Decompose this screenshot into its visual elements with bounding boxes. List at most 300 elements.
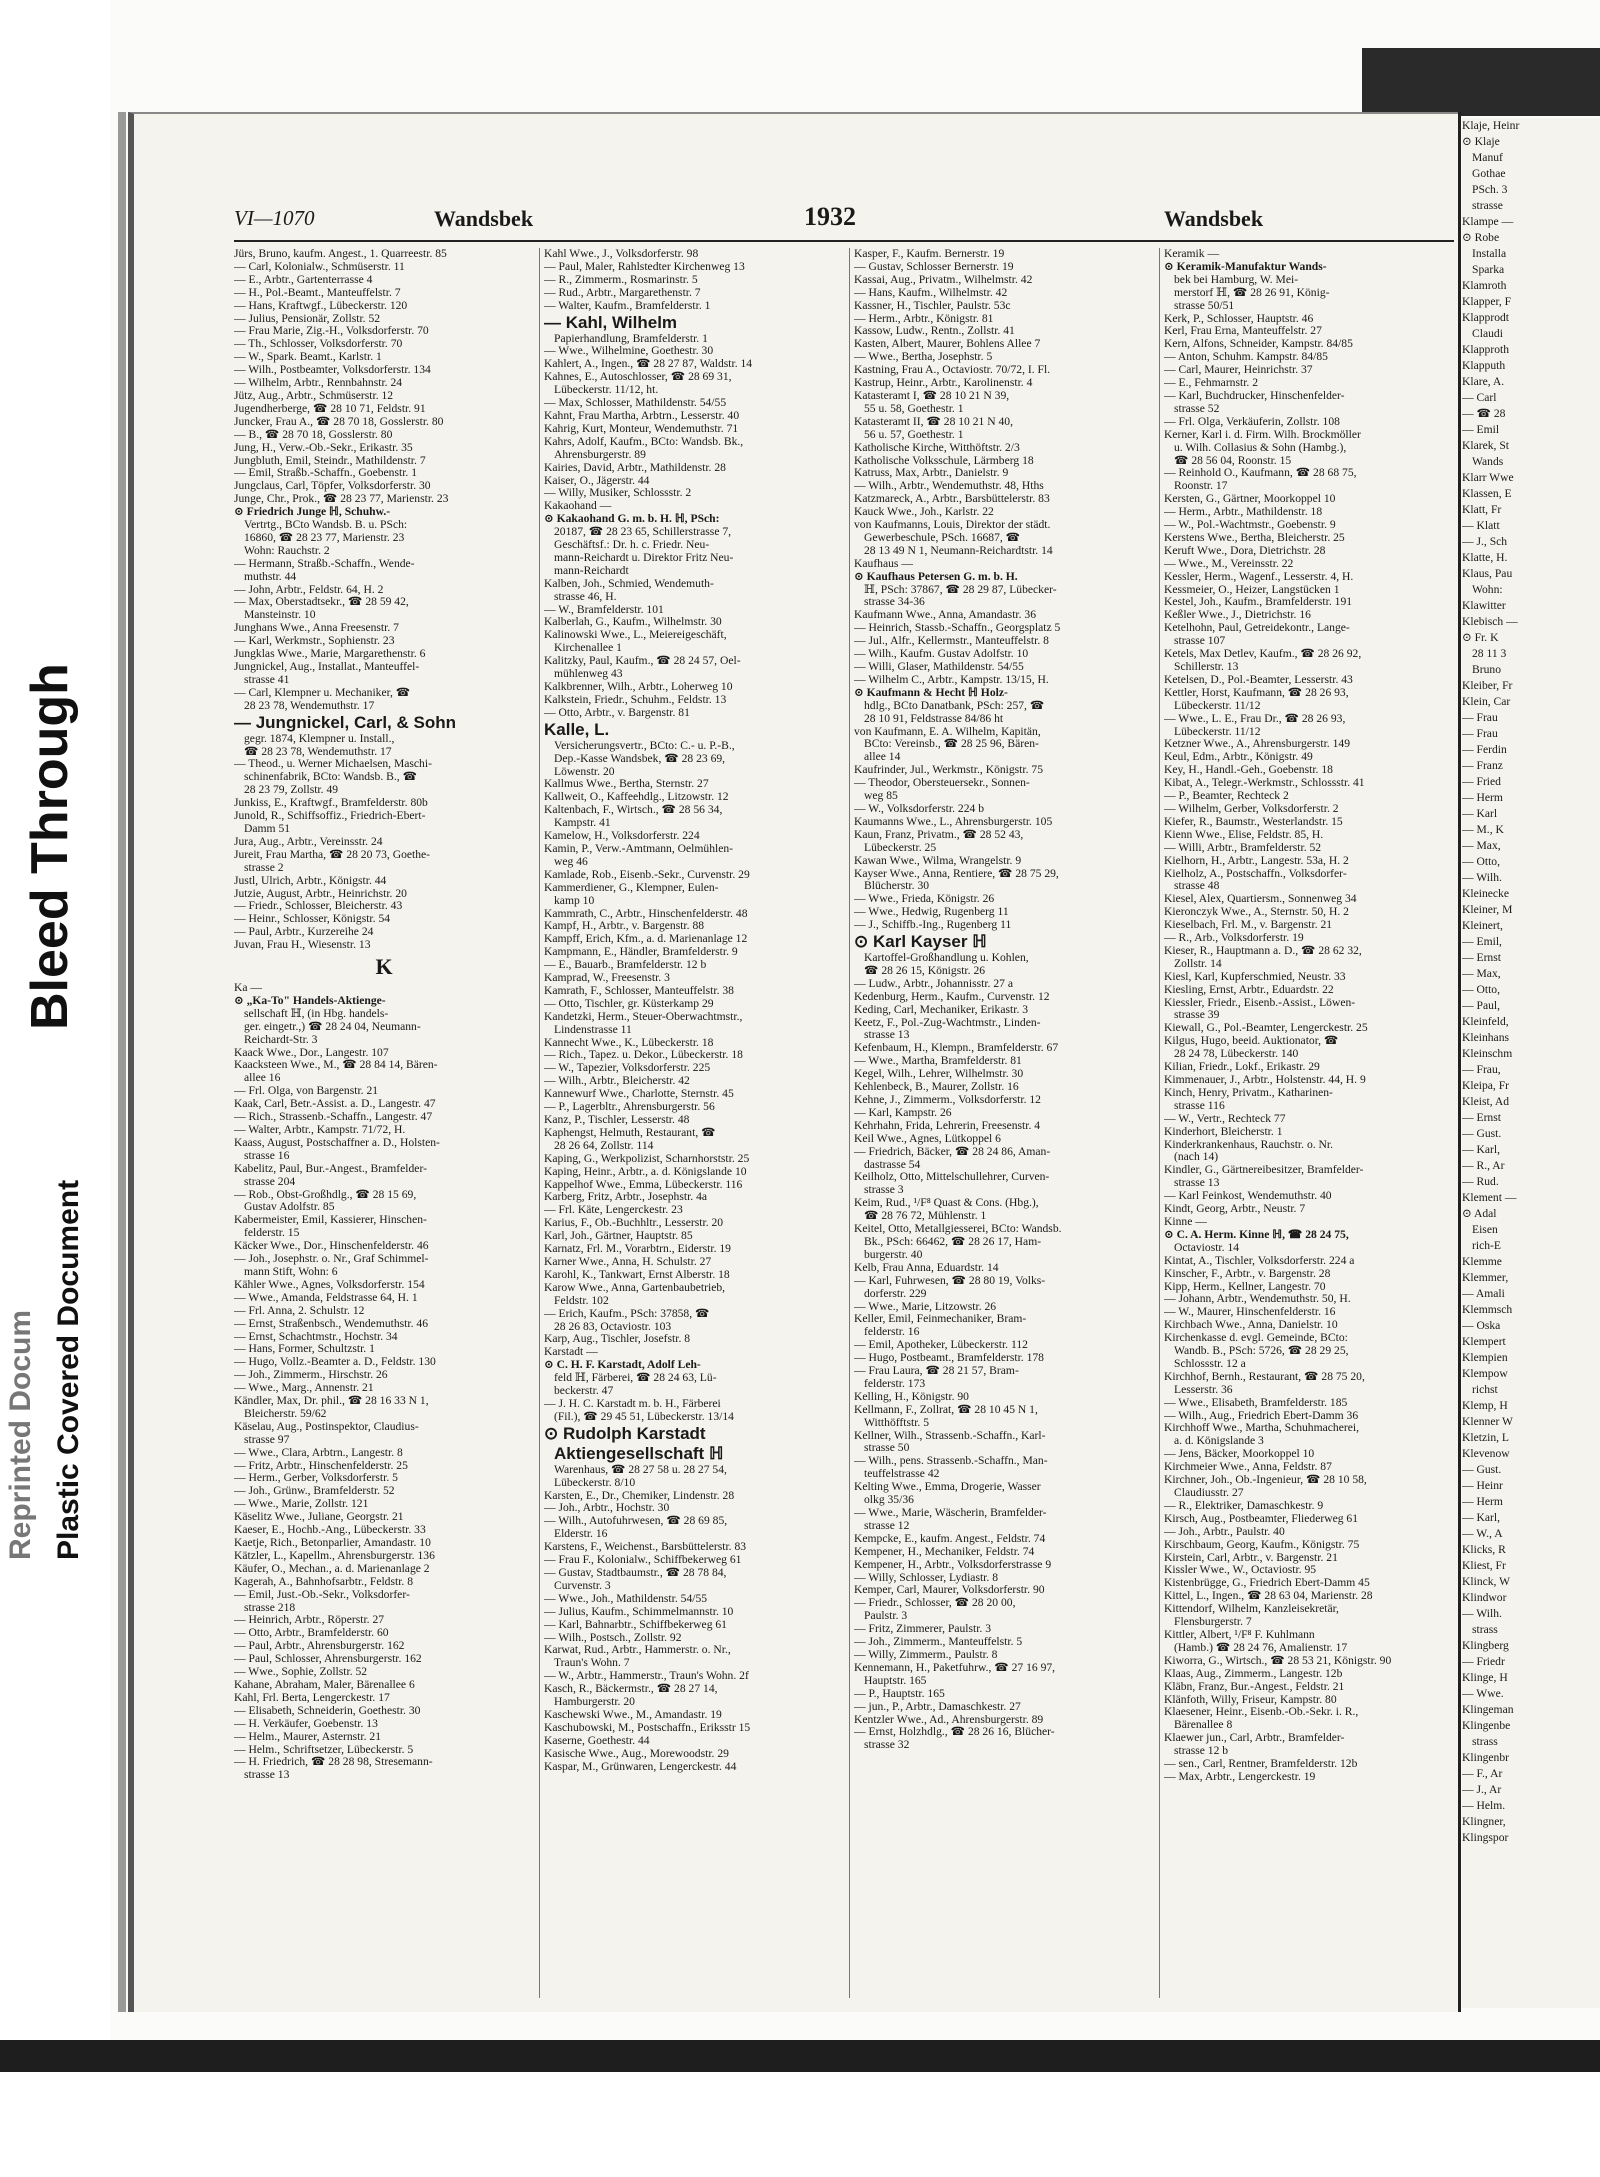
directory-entry: Kaumanns Wwe., L., Ahrensburgerstr. 105 — [854, 815, 1053, 828]
directory-entry: Reichardt-Str. 3 — [244, 1033, 318, 1046]
directory-entry: Kegel, Wilh., Lehrer, Wilhelmstr. 30 — [854, 1068, 1024, 1081]
directory-entry: Kampmann, E., Händler, Bramfelderstr. 9 — [544, 946, 738, 959]
directory-entry: Bk., PSch: 66462, ☎ 28 26 17, Ham- — [864, 1235, 1042, 1248]
directory-entry: — Karl, Buchdrucker, Hinschenfelder- — [1164, 389, 1345, 402]
directory-entry: 28 23 78, Wendemuthstr. 17 — [244, 699, 375, 712]
directory-entry: beckerstr. 47 — [554, 1385, 614, 1398]
directory-entry: 28 23 79, Zollstr. 49 — [244, 784, 339, 797]
fragment-entry: Klebisch — — [1462, 615, 1518, 628]
directory-entry: Kirchhoff Wwe., Martha, Schuhmacherei, — [1164, 1422, 1359, 1435]
directory-entry: Jungklas Wwe., Marie, Margarethenstr. 6 — [234, 648, 426, 661]
directory-entry: Junkiss, E., Kraftwgf., Bramfelderstr. 80b — [234, 797, 428, 810]
directory-entry: Kilian, Friedr., Lokf., Erikastr. 29 — [1164, 1061, 1320, 1074]
directory-entry: ℍ, PSch: 37867, ☎ 28 29 87, Lübecker- — [864, 583, 1057, 596]
directory-entry: Kawan Wwe., Wilma, Wrangelstr. 9 — [854, 854, 1022, 867]
fragment-entry: — Frau — [1462, 727, 1498, 740]
directory-entry: ⊙ C. H. F. Karstadt, Adolf Leh- — [544, 1359, 701, 1372]
directory-entry: — Paul, Arbtr., Ahrensburgerstr. 162 — [234, 1640, 405, 1653]
directory-entry: Katzmareck, A., Arbtr., Barsbüttelerstr. 83 — [854, 493, 1050, 506]
fragment-entry: Klevenow — [1462, 1447, 1510, 1460]
directory-entry: Elderstr. 16 — [554, 1528, 608, 1541]
directory-entry: — Wwe., Marie, Litzowstr. 26 — [854, 1300, 997, 1313]
directory-entry: Kahrig, Kurt, Monteur, Wendemuthstr. 71 — [544, 422, 739, 435]
directory-entry: Jureit, Frau Martha, ☎ 28 20 73, Goethe- — [234, 848, 431, 861]
directory-entry: — Karl Feinkost, Wendemuthstr. 40 — [1164, 1190, 1332, 1203]
directory-entry: Kasper, F., Kaufm. Bernerstr. 19 — [854, 248, 1005, 260]
directory-entry: ⊙ Keramik-Manufaktur Wands- — [1164, 260, 1327, 273]
directory-entry: — Wwe., L. E., Frau Dr., ☎ 28 26 93, — [1164, 712, 1346, 725]
directory-entry: — Herm., Gerber, Volksdorferstr. 5 — [234, 1472, 398, 1485]
directory-entry: felderstr. 173 — [864, 1377, 926, 1390]
directory-entry: Keller, Emil, Feinmechaniker, Bram- — [854, 1313, 1027, 1326]
directory-entry: Karohl, K., Tankwart, Ernst Alberstr. 18 — [544, 1268, 730, 1281]
directory-entry: Keetz, F., Pol.-Zug-Wachtmstr., Linden- — [854, 1016, 1041, 1029]
directory-entry: — Paul, Schlosser, Ahrensburgerstr. 162 — [234, 1653, 422, 1666]
directory-entry: ⊙ Kakaohand G. m. b. H. ℍ, PSch: — [544, 513, 720, 526]
directory-entry: Gewerbeschule, PSch. 16687, ☎ — [864, 531, 1021, 544]
directory-entry: — sen., Carl, Rentner, Bramfelderstr. 12b — [1164, 1758, 1358, 1771]
directory-entry: a. d. Königslande 3 — [1174, 1435, 1264, 1448]
directory-entry: — Emil, Just.-Ob.-Sekr., Volksdorfer- — [234, 1588, 410, 1601]
fragment-entry: Kleinecke — [1462, 887, 1509, 900]
directory-entry: — Karl, Fuhrwesen, ☎ 28 80 19, Volks- — [854, 1274, 1046, 1287]
directory-entry: gegr. 1874, Klempner u. Install., — [244, 732, 395, 745]
directory-entry: Kindler, G., Gärtnereibesitzer, Bramfelder- — [1164, 1164, 1364, 1177]
fragment-entry: Klempow — [1462, 1367, 1508, 1380]
directory-entry: 28 13 49 N 1, Neumann-Reichardtstr. 14 — [864, 544, 1053, 557]
directory-entry: Mansteinstr. 10 — [244, 609, 316, 622]
directory-entry: Kelling, H., Königstr. 90 — [854, 1390, 969, 1403]
fragment-entry: Klenner W — [1462, 1415, 1513, 1428]
column-divider — [849, 248, 850, 1998]
directory-entry: Kirchhof, Bernh., Restaurant, ☎ 28 75 20, — [1164, 1370, 1365, 1383]
directory-entry: — Rud., Arbtr., Margarethenstr. 7 — [544, 286, 701, 299]
directory-entry: — Wilh., Autofuhrwesen, ☎ 28 69 85, — [544, 1515, 728, 1528]
directory-entry: Katasteramt II, ☎ 28 10 21 N 40, — [854, 415, 1014, 428]
directory-entry: Kaschewski Wwe., M., Amandastr. 19 — [544, 1708, 722, 1721]
fragment-entry: — Friedr — [1462, 1655, 1505, 1668]
directory-entry: — B., ☎ 28 70 18, Gosslerstr. 80 — [234, 428, 393, 441]
fragment-entry: Klassen, E — [1462, 487, 1512, 500]
directory-entry: Lesserstr. 36 — [1174, 1383, 1233, 1396]
directory-entry: Kiessler, Friedr., Eisenb.-Assist., Löwen- — [1164, 996, 1356, 1009]
fragment-entry: — ☎ 28 — [1462, 407, 1506, 420]
directory-entry: Kamin, P., Verw.-Amtmann, Oelmühlen- — [544, 842, 734, 855]
directory-entry: — Frau Marie, Zig.-H., Volksdorferstr. 70 — [234, 325, 429, 338]
directory-entry: Kasch, R., Bäckermstr., ☎ 28 27 14, — [544, 1683, 718, 1696]
directory-entry: Kelb, Frau Anna, Eduardstr. 14 — [854, 1261, 999, 1274]
directory-column-3 — [854, 248, 1154, 1998]
directory-entry: 16860, ☎ 28 23 77, Marienstr. 23 — [244, 531, 405, 544]
directory-entry: Kalkbrenner, Wilh., Arbtr., Loherweg 10 — [544, 681, 733, 693]
directory-entry: — Frl. Olga, von Bargenstr. 21 — [234, 1085, 379, 1098]
directory-entry: Bleicherstr. 59/62 — [244, 1407, 327, 1420]
directory-entry: Key, H., Handl.-Geh., Goebenstr. 18 — [1164, 764, 1333, 777]
fragment-entry: Claudi — [1472, 327, 1503, 340]
directory-entry: Karwat, Rud., Arbtr., Hammerstr. o. Nr., — [544, 1644, 731, 1657]
fragment-entry: — J., Ar — [1462, 1783, 1502, 1796]
fragment-entry: ⊙ Adal — [1462, 1207, 1497, 1220]
directory-entry: strasse 3 — [864, 1184, 904, 1197]
directory-entry: — Th., Schlosser, Volksdorferstr. 70 — [234, 338, 403, 351]
fragment-entry: Bruno — [1472, 663, 1501, 676]
directory-entry: merstorf ℍ, ☎ 28 26 91, König- — [1174, 286, 1330, 299]
fragment-entry: — Emil — [1462, 423, 1500, 436]
directory-entry: Blücherstr. 30 — [864, 880, 930, 893]
directory-entry: dastrasse 54 — [864, 1158, 921, 1171]
directory-entry: Jutzie, August, Arbtr., Heinrichstr. 20 — [234, 887, 407, 900]
directory-entry: Kasten, Albert, Maurer, Bohlens Allee 7 — [854, 338, 1041, 351]
directory-entry: — R., Arb., Volksdorferstr. 19 — [1164, 932, 1304, 945]
directory-entry: Kistenbrügge, G., Friedrich Ebert-Damm 45 — [1164, 1577, 1370, 1590]
directory-entry: Gustav Adolfstr. 85 — [244, 1201, 335, 1214]
fragment-entry: Klement — — [1462, 1191, 1517, 1204]
directory-entry: Kallmus Wwe., Bertha, Sternstr. 27 — [544, 778, 709, 791]
directory-entry: schinenfabrik, BCto: Wandsb. B., ☎ — [244, 771, 418, 784]
directory-entry: Karl, Joh., Gärtner, Hauptstr. 85 — [544, 1230, 693, 1243]
directory-entry: Feldstr. 102 — [554, 1294, 609, 1307]
directory-entry: — R., Elektriker, Damaschkestr. 9 — [1164, 1499, 1324, 1512]
directory-entry: Kakaohand — — [544, 500, 612, 513]
directory-entry: — Wilhelm C., Arbtr., Kampstr. 13/15, H. — [854, 673, 1049, 686]
directory-entry: — Frau F., Kolonialw., Schiffbekerweg 61 — [544, 1554, 742, 1567]
fragment-entry: — Ernst — [1462, 951, 1501, 964]
directory-entry: Kamlade, Rob., Eisenb.-Sekr., Curvenstr. 29 — [544, 868, 750, 881]
fragment-entry: Kleipa, Fr — [1462, 1079, 1510, 1092]
directory-entry: Kläbn, Franz, Bur.-Angest., Feldstr. 21 — [1164, 1680, 1345, 1693]
directory-entry: Käselau, Aug., Postinspektor, Claudius- — [234, 1420, 419, 1433]
directory-entry: hdlg., BCto Danatbank, PSch: 257, ☎ — [864, 699, 1045, 712]
directory-entry: teuffelstrasse 42 — [864, 1468, 940, 1481]
fragment-entry: — Otto, — [1462, 983, 1501, 996]
directory-entry: Jungbluth, Emil, Steindr., Mathildenstr. 7 — [234, 454, 426, 467]
directory-entry: Kirschbaum, Georg, Kaufm., Königstr. 75 — [1164, 1538, 1360, 1551]
directory-entry: — Kahl, Wilhelm — [544, 312, 678, 332]
directory-entry: Damm 51 — [244, 822, 291, 835]
directory-entry: Lübeckerstr. 11/12 — [1174, 699, 1261, 712]
column-divider — [539, 248, 540, 1998]
directory-entry: (Fil.), ☎ 29 45 51, Lübeckerstr. 13/14 — [554, 1410, 734, 1423]
directory-entry: strasse 12 — [864, 1519, 910, 1532]
directory-entry: Kannecht Wwe., K., Lübeckerstr. 18 — [544, 1036, 714, 1049]
directory-entry: — Friedrich, Bäcker, ☎ 28 24 86, Aman- — [854, 1145, 1051, 1158]
directory-entry: — Wwe., Martha, Bramfelderstr. 81 — [854, 1055, 1022, 1068]
directory-entry: Kemper, Carl, Maurer, Volksdorferstr. 90 — [854, 1584, 1045, 1597]
directory-entry: Kanz, P., Tischler, Lesserstr. 48 — [544, 1114, 690, 1126]
directory-entry: — Friedr., Schlosser, Bleicherstr. 43 — [234, 900, 403, 913]
fragment-entry: — W., A — [1462, 1527, 1503, 1540]
page-title-left: Wandsbek — [434, 206, 534, 231]
directory-entry: — Johann, Arbtr., Wendemuthstr. 50, H. — [1164, 1293, 1351, 1306]
directory-entry: Kaping, G., Werkpolizist, Scharnhorststr. 25 — [544, 1152, 750, 1165]
fragment-entry: Kleinhans — [1462, 1031, 1510, 1044]
directory-entry: — Wilhelm, Gerber, Volksdorferstr. 2 — [1164, 802, 1339, 815]
directory-entry: Kappelhof Wwe., Emma, Lübeckerstr. 116 — [544, 1178, 743, 1191]
directory-entry: — Max, Oberstadtsekr., ☎ 28 59 42, — [234, 596, 409, 609]
directory-entry: Kessmeier, O., Heizer, Langstücken 1 — [1164, 583, 1340, 596]
directory-entry: Kirsch, Aug., Postbeamter, Fliederweg 61 — [1164, 1512, 1359, 1525]
directory-entry: Keruft Wwe., Dora, Dietrichstr. 28 — [1164, 544, 1326, 557]
directory-entry: Wandb. B., PSch: 5726, ☎ 28 29 25, — [1174, 1345, 1349, 1358]
fragment-entry: Klatte, H. — [1462, 551, 1508, 564]
fragment-entry: — Max, — [1462, 967, 1501, 980]
directory-entry: dorferstr. 229 — [864, 1287, 927, 1300]
directory-entry: — Joh., Zimmerm., Manteuffelstr. 5 — [854, 1636, 1023, 1649]
directory-entry: — W., Vertr., Rechteck 77 — [1164, 1112, 1286, 1125]
scan-bottom-margin — [0, 2072, 1600, 2177]
directory-entry: Kahnes, E., Autoschlosser, ☎ 28 69 31, — [544, 371, 732, 384]
directory-entry: 28 26 64, Zollstr. 114 — [554, 1139, 654, 1152]
fragment-entry: Sparka — [1472, 263, 1505, 276]
fragment-entry: Klapproth — [1462, 343, 1510, 356]
directory-entry: Ketelsen, D., Pol.-Beamter, Lesserstr. 43 — [1164, 673, 1353, 686]
fragment-entry: Klingberg — [1462, 1639, 1509, 1652]
fragment-entry: — Max, — [1462, 839, 1501, 852]
directory-entry: — Wilhelm, Arbtr., Rennbahnstr. 24 — [234, 377, 403, 390]
page-title-right: Wandsbek — [1164, 206, 1264, 231]
fragment-entry: Klinge, H — [1462, 1671, 1508, 1684]
directory-entry: Kayser Wwe., Anna, Rentiere, ☎ 28 75 29, — [854, 867, 1059, 880]
directory-entry: — Jungnickel, Carl, & Sohn — [234, 712, 456, 732]
directory-entry: Katruss, Max, Arbtr., Danielstr. 9 — [854, 467, 1009, 480]
directory-page — [128, 112, 1458, 2012]
page-number: VI—1070 — [234, 206, 315, 230]
directory-entry: Juncker, Frau A., ☎ 28 70 18, Gosslerstr. 80 — [234, 415, 444, 428]
directory-entry: weg 85 — [864, 790, 898, 803]
fragment-entry: — Wwe. — [1462, 1687, 1504, 1700]
directory-entry: Versicherungsvertr., BCto: C.- u. P.-B., — [554, 739, 735, 752]
directory-entry: — Frl. Anna, 2. Schulstr. 12 — [234, 1304, 365, 1317]
fragment-entry: — Paul, — [1462, 999, 1501, 1012]
directory-entry: Kinderhort, Bleicherstr. 1 — [1164, 1125, 1283, 1138]
fragment-entry: Manuf — [1472, 151, 1503, 164]
directory-entry: Kirchenallee 1 — [554, 642, 622, 655]
fragment-entry: Kleinschm — [1462, 1047, 1513, 1060]
directory-entry: Kahrs, Adolf, Kaufm., BCto: Wandsb. Bk., — [544, 435, 744, 448]
fragment-entry: ⊙ Robe — [1462, 231, 1500, 244]
directory-entry: Kabermeister, Emil, Kassierer, Hinschen- — [234, 1214, 427, 1227]
directory-entry: u. Wilh. Collasius & Sohn (Hambg.), — [1174, 441, 1347, 454]
directory-entry: Kinne — — [1164, 1215, 1207, 1228]
directory-entry: — Joh., Arbtr., Paulstr. 40 — [1164, 1525, 1285, 1538]
directory-entry: — Hugo, Vollz.-Beamter a. D., Feldstr. 130 — [234, 1356, 436, 1369]
directory-entry: — Elisabeth, Schneiderin, Goethestr. 30 — [234, 1704, 421, 1717]
directory-entry: Kittler, Albert, ¹/F⁸ F. Kuhlmann — [1164, 1628, 1315, 1641]
directory-entry: Papierhandlung, Bramfelderstr. 1 — [554, 332, 708, 345]
directory-entry: strasse 2 — [244, 861, 284, 874]
directory-entry: Junold, R., Schiffsoffiz., Friedrich-Ebert- — [234, 810, 426, 823]
directory-entry: Lübeckerstr. 11/12, ht. — [554, 384, 659, 397]
directory-entry: ⊙ Friedrich Junge ℍ, Schuhw.- — [234, 506, 391, 519]
next-page-fragment — [1462, 118, 1600, 2008]
directory-entry: — Wilh., Kaufm. Gustav Adolfstr. 10 — [854, 648, 1029, 661]
directory-entry: allee 14 — [864, 751, 901, 764]
directory-entry: muthstr. 44 — [244, 570, 297, 583]
directory-entry: — Gustav, Schlosser Bernerstr. 19 — [854, 260, 1014, 273]
fragment-entry: Kleinert, — [1462, 919, 1503, 932]
directory-entry: — J., Schiffb.-Ing., Rugenberg 11 — [854, 919, 1012, 932]
directory-entry: Kaass, August, Postschaffner a. D., Holsten- — [234, 1136, 440, 1149]
fragment-entry: Klarek, St — [1462, 439, 1510, 452]
directory-entry: Kamelow, H., Volksdorferstr. 224 — [544, 830, 700, 843]
fragment-entry: — Karl — [1462, 807, 1498, 820]
directory-entry: Schillerstr. 13 — [1174, 661, 1239, 673]
fragment-entry: ⊙ Fr. K — [1462, 631, 1499, 644]
fragment-entry: Klemmsch — [1462, 1303, 1513, 1316]
fragment-entry: — Frau, — [1462, 1063, 1501, 1076]
directory-entry: Kaun, Franz, Privatm., ☎ 28 52 43, — [854, 828, 1024, 841]
directory-entry: — Helm., Schriftsetzer, Lübeckerstr. 5 — [234, 1743, 414, 1756]
directory-entry: Zollstr. 14 — [1174, 957, 1222, 970]
fragment-entry: Kleinfeld, — [1462, 1015, 1509, 1028]
directory-entry: 28 10 91, Feldstrasse 84/86 ht — [864, 712, 1004, 725]
column-divider — [1159, 248, 1160, 1998]
directory-entry: Ketelhohn, Paul, Getreidekontr., Lange- — [1164, 622, 1350, 635]
fragment-entry: — Rud. — [1462, 1175, 1499, 1188]
directory-entry: — W., Bramfelderstr. 101 — [544, 603, 664, 616]
directory-entry: Kestel, Joh., Kaufm., Bramfelderstr. 191 — [1164, 596, 1353, 609]
side-label-panel — [0, 0, 110, 2177]
fragment-entry: Klingenbe — [1462, 1719, 1511, 1732]
directory-column-4 — [1164, 248, 1464, 1998]
directory-entry: — Carl, Kolonialw., Schmüserstr. 11 — [234, 260, 405, 273]
fragment-entry: — Oska — [1462, 1319, 1501, 1332]
directory-entry: Justl, Ulrich, Arbtr., Königstr. 44 — [234, 874, 387, 887]
directory-entry: Kellner, Wilh., Strassenb.-Schaffn., Karl- — [854, 1429, 1046, 1442]
fragment-entry: Klapputh — [1462, 359, 1506, 372]
directory-entry: Junghans Wwe., Anna Freesenstr. 7 — [234, 622, 399, 635]
fragment-entry: — Heinr — [1462, 1479, 1503, 1492]
directory-entry: — Wwe., Bertha, Josephstr. 5 — [854, 351, 993, 364]
directory-entry: Curvenstr. 3 — [554, 1579, 611, 1592]
directory-entry: ⊙ Rudolph Karstadt — [544, 1423, 706, 1443]
fragment-entry: Gothae — [1472, 167, 1506, 180]
side-label-ghost: Reprinted Docum — [4, 1309, 37, 1560]
directory-entry: — Ludw., Arbtr., Johannisstr. 27 a — [854, 977, 1013, 990]
directory-entry: Kaetje, Rich., Betonparlier, Amandastr. 10 — [234, 1537, 431, 1549]
directory-entry: Kalinowski Wwe., L., Meiereigeschäft, — [544, 629, 727, 642]
fragment-entry: Eisen — [1472, 1223, 1498, 1236]
directory-entry: strasse 50 — [864, 1442, 910, 1455]
directory-entry: — Wwe., Hedwig, Rugenberg 11 — [854, 906, 1009, 919]
directory-entry: — Carl, Maurer, Heinrichstr. 37 — [1164, 364, 1313, 377]
directory-entry: — Jens, Bäcker, Moorkoppel 10 — [1164, 1448, 1315, 1461]
directory-entry: Kehne, J., Zimmerm., Volksdorferstr. 12 — [854, 1094, 1041, 1106]
directory-entry: — Joh., Zimmerm., Hirschstr. 26 — [234, 1369, 388, 1382]
directory-entry: Bärenallee 8 — [1174, 1719, 1233, 1732]
directory-entry: — Gustav, Stadtbaumstr., ☎ 28 78 84, — [544, 1567, 727, 1579]
fragment-entry: Kliest, Fr — [1462, 1559, 1506, 1572]
directory-entry: — Walter, Kaufm., Bramfelderstr. 1 — [544, 299, 711, 312]
directory-entry: Kaacksteen Wwe., M., ☎ 28 84 14, Bären- — [234, 1059, 438, 1072]
directory-entry: ⊙ Kaufhaus Petersen G. m. b. H. — [854, 570, 1018, 583]
directory-entry: — John, Arbtr., Feldstr. 64, H. 2 — [234, 583, 384, 596]
directory-entry: Dep.-Kasse Wandsbek, ☎ 28 23 69, — [554, 752, 726, 765]
directory-entry: Kaufrinder, Jul., Werkmstr., Königstr. 75 — [854, 764, 1044, 777]
directory-entry: Kätzler, L., Kapellm., Ahrensburgerstr. 136 — [234, 1549, 435, 1562]
fragment-entry: — R., Ar — [1462, 1159, 1505, 1172]
fragment-entry: Kletzin, L — [1462, 1431, 1510, 1444]
directory-entry: 56 u. 57, Goethestr. 1 — [864, 428, 964, 441]
directory-entry: — Wwe., Frieda, Königstr. 26 — [854, 893, 995, 906]
directory-entry: Kerk, P., Schlosser, Hauptstr. 46 — [1164, 312, 1314, 325]
directory-entry: — Karl, Kampstr. 26 — [854, 1106, 952, 1119]
fragment-entry: — Ferdin — [1462, 743, 1507, 756]
directory-entry: ☎ 28 26 15, Königstr. 26 — [864, 964, 986, 977]
directory-entry: — Carl, Klempner u. Mechaniker, ☎ — [234, 686, 411, 699]
directory-entry: 28 24 78, Lübeckerstr. 140 — [1174, 1048, 1299, 1061]
directory-entry: — E., Arbtr., Gartenterrasse 4 — [234, 273, 373, 286]
directory-entry: Katholische Volksschule, Lärmberg 18 — [854, 454, 1034, 467]
directory-entry: — Wilh., Postbeamter, Volksdorferstr. 134 — [234, 364, 431, 377]
directory-entry: — Rich., Strassenb.-Schaffn., Langestr. 47 — [234, 1111, 433, 1124]
directory-entry: — H. Verkäufer, Goebenstr. 13 — [234, 1717, 378, 1730]
directory-entry: weg 46 — [554, 855, 588, 868]
scan-dark-corner — [1362, 48, 1600, 116]
directory-entry: — W., Volksdorferstr. 224 b — [854, 802, 985, 815]
fragment-entry: Kleiber, Fr — [1462, 679, 1513, 692]
directory-entry: — Wilh., Postsch., Zollstr. 92 — [544, 1631, 682, 1644]
fragment-entry: PSch. 3 — [1472, 183, 1508, 196]
fragment-entry: Klein, Car — [1462, 695, 1511, 708]
directory-entry: Käufer, O., Mechan., a. d. Marienanlage 2 — [234, 1562, 430, 1575]
fragment-entry: rich-E — [1472, 1239, 1501, 1252]
directory-entry: Karp, Aug., Tischler, Josefstr. 8 — [544, 1333, 691, 1346]
directory-entry: ⊙ „Ka-To" Handels-Aktienge- — [234, 994, 386, 1007]
directory-column-2 — [544, 248, 844, 1998]
directory-entry: 28 26 83, Octaviostr. 103 — [554, 1320, 672, 1333]
directory-entry: Käselitz Wwe., Juliane, Georgstr. 21 — [234, 1511, 404, 1524]
directory-entry: Juvan, Frau H., Wiesenstr. 13 — [234, 939, 371, 952]
fragment-entry: Klare, A. — [1462, 375, 1505, 388]
directory-entry: — Wwe., Clara, Arbtrn., Langestr. 8 — [234, 1446, 403, 1459]
directory-entry: — Wwe., Sophie, Zollstr. 52 — [234, 1666, 368, 1679]
directory-entry: Kieselbach, Frl. M., v. Bargenstr. 21 — [1164, 919, 1333, 932]
fragment-entry: Klempien — [1462, 1351, 1508, 1364]
fragment-entry: Klampe — — [1462, 215, 1514, 228]
directory-entry: Kamrath, F., Schlosser, Manteuffelstr. 38 — [544, 984, 734, 997]
directory-column-1 — [234, 248, 534, 1998]
directory-entry: Kimmenauer, J., Arbtr., Holstenstr. 44, H. 9 — [1164, 1074, 1366, 1086]
directory-entry: strasse 12 b — [1174, 1745, 1229, 1758]
directory-entry: Paulstr. 3 — [864, 1610, 908, 1623]
scan-dark-band — [0, 2040, 1600, 2072]
directory-entry: Aktiengesellschaft ℍ — [554, 1443, 724, 1463]
directory-entry: Karberg, Fritz, Arbtr., Josephstr. 4a — [544, 1191, 708, 1204]
fragment-entry: Wands — [1472, 455, 1504, 468]
directory-entry: ☎ 28 76 72, Mühlenstr. 1 — [864, 1210, 987, 1223]
directory-entry: — Theodor, Obersteuersekr., Sonnen- — [854, 777, 1030, 790]
directory-entry: Hauptstr. 165 — [864, 1674, 927, 1687]
directory-entry: strasse 50/51 — [1174, 299, 1235, 312]
directory-entry: Klaas, Aug., Zimmerm., Langestr. 12b — [1164, 1667, 1343, 1680]
directory-entry: Jugendherberge, ☎ 28 10 71, Feldstr. 91 — [234, 402, 426, 415]
directory-entry: Kerl, Frau Erna, Manteuffelstr. 27 — [1164, 325, 1322, 338]
directory-entry: Jung, H., Verw.-Ob.-Sekr., Erikastr. 35 — [234, 441, 413, 454]
directory-entry: — Heinr., Schlosser, Königstr. 54 — [234, 913, 391, 926]
fragment-entry: Klaje, Heinr — [1462, 119, 1520, 132]
fragment-entry: Wohn: — [1472, 583, 1503, 596]
directory-entry: Ketels, Max Detlev, Kaufm., ☎ 28 26 92, — [1164, 648, 1362, 661]
fragment-entry: Klingenbr — [1462, 1751, 1510, 1764]
fragment-entry: — Karl, — [1462, 1143, 1500, 1156]
directory-entry: Keding, Carl, Mechaniker, Erikastr. 3 — [854, 1003, 1029, 1016]
fragment-entry: — Gust. — [1462, 1127, 1502, 1140]
fragment-entry: Klamroth — [1462, 279, 1507, 292]
directory-entry: mühlenweg 43 — [554, 668, 623, 681]
directory-entry: strasse 13 — [244, 1769, 290, 1782]
directory-entry: Lübeckerstr. 11/12 — [1174, 725, 1261, 738]
